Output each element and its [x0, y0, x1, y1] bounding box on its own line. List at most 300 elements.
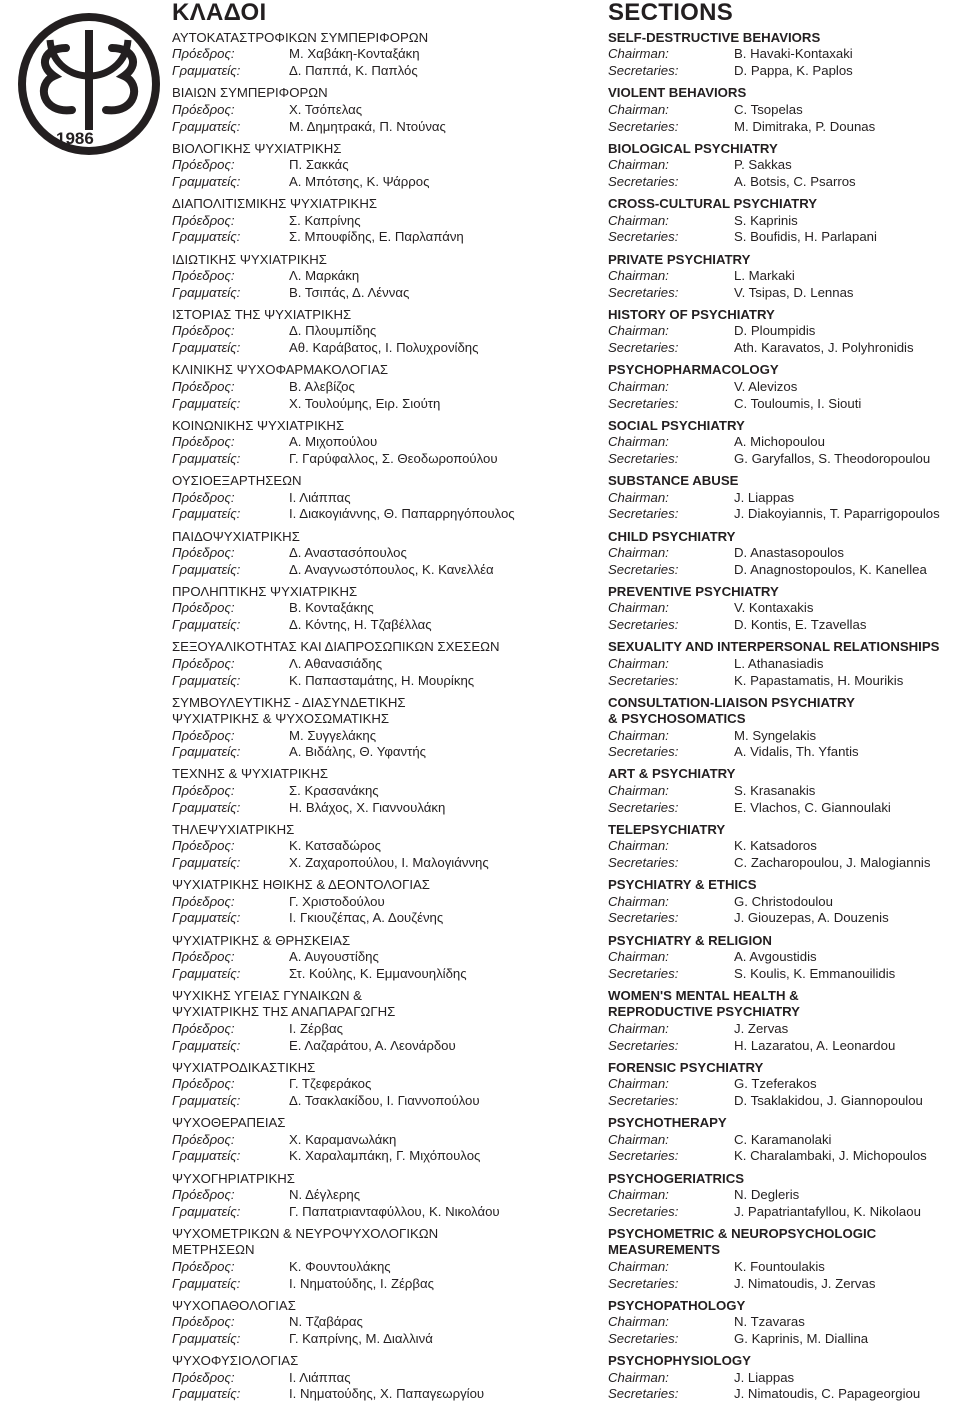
chair-label: Chairman: — [608, 434, 669, 450]
chair-row — [172, 102, 552, 119]
section-title: ΒΙΟΛΟΓΙΚΗΣ ΨΥΧΙΑΤΡΙΚΗΣ — [172, 140, 342, 156]
chair-name: Χ. Τσόπελας — [289, 101, 363, 117]
english-section-list — [608, 30, 958, 1403]
section-entry — [608, 196, 958, 246]
chair-row — [172, 728, 552, 745]
chair-name: J. Liappas — [734, 489, 795, 505]
chair-name: K. Fountoulakis — [734, 1258, 825, 1274]
secretaries-label: Γραμματείς: — [172, 910, 241, 926]
section-entry — [608, 822, 958, 872]
section-entry — [172, 141, 552, 191]
secretaries-row — [172, 1038, 552, 1055]
secretaries-row — [172, 744, 552, 761]
section-entry — [608, 141, 958, 191]
secretaries-row — [608, 119, 958, 136]
secretaries-label: Secretaries: — [608, 799, 679, 815]
chair-name: Λ. Μαρκάκη — [289, 267, 360, 283]
secretaries-names: K. Papastamatis, H. Mourikis — [734, 672, 904, 688]
chair-name: A. Michopoulou — [734, 434, 825, 450]
chair-row — [172, 157, 552, 174]
secretaries-row — [172, 910, 552, 927]
section-title: WOMEN'S MENTAL HEALTH & REPRODUCTIVE PSYCHIATRY — [608, 988, 800, 1020]
chair-label: Chairman: — [608, 655, 669, 671]
secretaries-names: A. Botsis, C. Psarros — [734, 173, 856, 189]
secretaries-label: Secretaries: — [608, 1386, 679, 1402]
secretaries-names: J. Nimatoudis, C. Papageorgiou — [734, 1386, 921, 1402]
chair-row — [608, 1187, 958, 1204]
secretaries-names: Γ. Παπατριανταφύλλου, Κ. Νικολάου — [289, 1203, 500, 1219]
secretaries-row — [172, 673, 552, 690]
secretaries-names: J. Papatriantafyllou, K. Nikolaou — [734, 1203, 921, 1219]
secretaries-label: Γραμματείς: — [172, 1275, 241, 1291]
secretaries-names: A. Vidalis, Th. Yfantis — [734, 744, 859, 760]
section-entry — [608, 1060, 958, 1110]
secretaries-row — [172, 285, 552, 302]
greek-section-list — [172, 30, 552, 1403]
secretaries-names: K. Charalambaki, J. Michopoulos — [734, 1148, 927, 1164]
section-title: PREVENTIVE PSYCHIATRY — [608, 583, 779, 599]
chair-label: Chairman: — [608, 101, 669, 117]
secretaries-row — [608, 340, 958, 357]
chair-row — [172, 949, 552, 966]
chair-row — [608, 1314, 958, 1331]
chair-row — [172, 783, 552, 800]
secretaries-names: Δ. Παππά, Κ. Παπλός — [289, 63, 418, 79]
secretaries-row — [172, 1386, 552, 1403]
secretaries-row — [172, 63, 552, 80]
secretaries-label: Γραμματείς: — [172, 1386, 241, 1402]
chair-name: V. Alevizos — [734, 378, 798, 394]
secretaries-names: Α. Βιδάλης, Θ. Υφαντής — [289, 744, 427, 760]
secretaries-row — [608, 1276, 958, 1293]
chair-label: Chairman: — [608, 1020, 669, 1036]
chair-label: Πρόεδρος: — [172, 1131, 235, 1147]
secretaries-names: G. Kaprinis, M. Diallina — [734, 1331, 869, 1347]
section-entry — [172, 1226, 552, 1292]
secretaries-names: E. Vlachos, C. Giannoulaki — [734, 799, 891, 815]
section-entry — [172, 30, 552, 80]
secretaries-row — [172, 506, 552, 523]
chair-row — [172, 1259, 552, 1276]
secretaries-names: Κ. Παπασταμάτης, Η. Μουρίκης — [289, 672, 475, 688]
secretaries-names: D. Tsaklakidou, J. Giannopoulou — [734, 1093, 923, 1109]
chair-name: Μ. Χαβάκη-Κονταξάκη — [289, 46, 420, 62]
chair-name: Δ. Αναστασόπουλος — [289, 544, 407, 560]
section-title: SEXUALITY AND INTERPERSONAL RELATIONSHIPS — [608, 639, 940, 655]
secretaries-names: Α. Μπότσης, Κ. Ψάρρος — [289, 173, 430, 189]
chair-row — [608, 323, 958, 340]
secretaries-row — [172, 1148, 552, 1165]
section-entry — [172, 362, 552, 412]
section-entry — [172, 1298, 552, 1348]
chair-row — [608, 1370, 958, 1387]
section-title: ΨΥΧΟΘΕΡΑΠΕΙΑΣ — [172, 1115, 286, 1131]
chair-row — [608, 157, 958, 174]
section-title: PSYCHOPHYSIOLOGY — [608, 1353, 751, 1369]
secretaries-names: Β. Τσιπάς, Δ. Λέννας — [289, 284, 410, 300]
chair-name: Ν. Τζαβάρας — [289, 1314, 363, 1330]
chair-row — [608, 1132, 958, 1149]
secretaries-names: J. Diakoyiannis, T. Paparrigopoulos — [734, 506, 940, 522]
chair-label: Chairman: — [608, 323, 669, 339]
secretaries-row — [172, 340, 552, 357]
chair-row — [172, 838, 552, 855]
secretaries-label: Secretaries: — [608, 1037, 679, 1053]
chair-row — [608, 213, 958, 230]
chair-name: J. Zervas — [734, 1020, 789, 1036]
logo-year: 1986 — [56, 129, 94, 148]
chair-name: Μ. Συγγελάκης — [289, 727, 377, 743]
secretaries-names: V. Tsipas, D. Lennas — [734, 284, 854, 300]
chair-row — [608, 838, 958, 855]
chair-name: Δ. Πλουμπίδης — [289, 323, 377, 339]
section-title: ART & PSYCHIATRY — [608, 766, 736, 782]
section-title: CONSULTATION-LIAISON PSYCHIATRY & PSYCHOSOMATICS — [608, 694, 855, 727]
chair-name: C. Tsopelas — [734, 101, 803, 117]
chair-name: K. Katsadoros — [734, 838, 817, 854]
chair-row — [172, 1370, 552, 1387]
section-title: ΣΕΞΟΥΑΛΙΚΟΤΗΤΑΣ ΚΑΙ ΔΙΑΠΡΟΣΩΠΙΚΩΝ ΣΧΕΣΕΩΝ — [172, 639, 500, 655]
chair-label: Πρόεδρος: — [172, 378, 235, 394]
section-title: PRIVATE PSYCHIATRY — [608, 251, 751, 267]
chair-name: L. Athanasiadis — [734, 655, 824, 671]
chair-label: Πρόεδρος: — [172, 1369, 235, 1385]
section-entry — [608, 529, 958, 579]
chair-label: Πρόεδρος: — [172, 893, 235, 909]
chair-name: Γ. Χριστοδούλου — [289, 893, 385, 909]
section-entry — [172, 933, 552, 983]
chair-name: Χ. Καραμανωλάκη — [289, 1131, 397, 1147]
greek-column — [172, 0, 552, 1403]
secretaries-label: Secretaries: — [608, 506, 679, 522]
chair-label: Πρόεδρος: — [172, 1258, 235, 1274]
chair-name: G. Tzeferakos — [734, 1076, 817, 1092]
secretaries-row — [172, 562, 552, 579]
chair-label: Chairman: — [608, 212, 669, 228]
section-title: ΟΥΣΙΟΕΞΑΡΤΗΣΕΩΝ — [172, 473, 302, 489]
secretaries-label: Γραμματείς: — [172, 1148, 241, 1164]
chair-name: D. Anastasopoulos — [734, 544, 844, 560]
secretaries-row — [608, 451, 958, 468]
section-entry — [608, 695, 958, 761]
secretaries-names: C. Touloumis, I. Siouti — [734, 395, 862, 411]
chair-row — [608, 949, 958, 966]
secretaries-names: J. Nimatoudis, J. Zervas — [734, 1275, 876, 1291]
secretaries-names: H. Lazaratou, A. Leonardou — [734, 1037, 896, 1053]
secretaries-label: Γραμματείς: — [172, 506, 241, 522]
secretaries-label: Γραμματείς: — [172, 1093, 241, 1109]
secretaries-label: Γραμματείς: — [172, 118, 241, 134]
section-title: PSYCHOPHARMACOLOGY — [608, 362, 779, 378]
chair-row — [608, 490, 958, 507]
secretaries-names: Ath. Karavatos, J. Polyhronidis — [734, 340, 914, 356]
chair-label: Chairman: — [608, 1258, 669, 1274]
section-entry — [608, 85, 958, 135]
chair-label: Πρόεδρος: — [172, 1187, 235, 1203]
section-entry — [608, 1353, 958, 1403]
secretaries-names: Χ. Ζαχαροπούλου, Ι. Μαλογιάννης — [289, 855, 489, 871]
secretaries-names: D. Anagnostopoulos, K. Kanellea — [734, 561, 927, 577]
section-entry — [608, 473, 958, 523]
secretaries-row — [608, 1331, 958, 1348]
chair-label: Chairman: — [608, 544, 669, 560]
chair-row — [172, 600, 552, 617]
secretaries-label: Γραμματείς: — [172, 1331, 241, 1347]
secretaries-names: G. Garyfallos, S. Theodoropoulou — [734, 450, 931, 466]
section-entry — [608, 418, 958, 468]
section-entry — [608, 988, 958, 1054]
section-entry — [608, 1115, 958, 1165]
section-entry — [608, 639, 958, 689]
section-title: PSYCHOTHERAPY — [608, 1115, 727, 1131]
secretaries-names: C. Zacharopoulou, J. Malogiannis — [734, 855, 931, 871]
section-title: ΚΟΙΝΩΝΙΚΗΣ ΨΥΧΙΑΤΡΙΚΗΣ — [172, 417, 345, 433]
chair-label: Πρόεδρος: — [172, 1314, 235, 1330]
secretaries-names: Ι. Νηματούδης, Ι. Ζέρβας — [289, 1275, 434, 1291]
secretaries-names: Δ. Κόντης, Η. Τζαβέλλας — [289, 617, 432, 633]
chair-name: Π. Σακκάς — [289, 157, 349, 173]
chair-label: Chairman: — [608, 893, 669, 909]
secretaries-label: Secretaries: — [608, 340, 679, 356]
chair-row — [172, 46, 552, 63]
chair-name: D. Ploumpidis — [734, 323, 816, 339]
secretaries-row — [608, 229, 958, 246]
section-title: ΙΣΤΟΡΙΑΣ ΤΗΣ ΨΥΧΙΑΤΡΙΚΗΣ — [172, 306, 352, 322]
secretaries-names: D. Kontis, E. Tzavellas — [734, 617, 867, 633]
secretaries-row — [608, 63, 958, 80]
chair-name: N. Tzavaras — [734, 1314, 805, 1330]
section-title: CHILD PSYCHIATRY — [608, 528, 736, 544]
chair-label: Πρόεδρος: — [172, 323, 235, 339]
section-title: ΒΙΑΙΩΝ ΣΥΜΠΕΡΙΦΟΡΩΝ — [172, 85, 328, 101]
chair-label: Chairman: — [608, 157, 669, 173]
chair-row — [172, 545, 552, 562]
section-entry — [172, 196, 552, 246]
section-title: ΨΥΧΙΑΤΡΙΚΗΣ & ΘΡΗΣΚΕΙΑΣ — [172, 932, 351, 948]
section-title: ΨΥΧΟΜΕΤΡΙΚΩΝ & ΝΕΥΡΟΨΥΧΟΛΟΓΙΚΩΝ ΜΕΤΡΗΣΕΩΝ — [172, 1226, 439, 1258]
chair-label: Πρόεδρος: — [172, 434, 235, 450]
chair-row — [608, 1021, 958, 1038]
secretaries-row — [608, 1386, 958, 1403]
section-title: ΨΥΧΟΓΗΡΙΑΤΡΙΚΗΣ — [172, 1170, 295, 1186]
secretaries-label: Γραμματείς: — [172, 395, 241, 411]
secretaries-row — [608, 617, 958, 634]
section-entry — [172, 584, 552, 634]
secretaries-row — [172, 174, 552, 191]
section-title: ΨΥΧΙΑΤΡΟΔΙΚΑΣΤΙΚΗΣ — [172, 1059, 316, 1075]
chair-name: Α. Αυγουστίδης — [289, 949, 379, 965]
section-entry — [172, 252, 552, 302]
secretaries-row — [608, 1093, 958, 1110]
secretaries-label: Γραμματείς: — [172, 855, 241, 871]
chair-row — [172, 1187, 552, 1204]
chair-row — [172, 323, 552, 340]
chair-row — [608, 1076, 958, 1093]
section-title: ΨΥΧΟΦΥΣΙΟΛΟΓΙΑΣ — [172, 1353, 299, 1369]
chair-name: J. Liappas — [734, 1369, 795, 1385]
chair-name: A. Avgoustidis — [734, 949, 817, 965]
secretaries-names: Αθ. Καράβατος, Ι. Πολυχρονίδης — [289, 340, 479, 356]
chair-name: L. Markaki — [734, 267, 795, 283]
secretaries-label: Secretaries: — [608, 1093, 679, 1109]
secretaries-row — [172, 800, 552, 817]
secretaries-label: Secretaries: — [608, 229, 679, 245]
chair-name: Γ. Τζεφεράκος — [289, 1076, 372, 1092]
chair-name: Κ. Φουντουλάκης — [289, 1258, 391, 1274]
secretaries-names: Δ. Τσακλακίδου, Ι. Γιαννοπούλου — [289, 1093, 480, 1109]
section-entry — [172, 695, 552, 761]
chair-row — [608, 102, 958, 119]
secretaries-label: Secretaries: — [608, 910, 679, 926]
secretaries-names: Δ. Αναγνωστόπουλος, Κ. Κανελλέα — [289, 561, 494, 577]
chair-label: Πρόεδρος: — [172, 949, 235, 965]
chair-name: Β. Αλεβίζος — [289, 378, 355, 394]
secretaries-names: M. Dimitraka, P. Dounas — [734, 118, 876, 134]
secretaries-label: Γραμματείς: — [172, 672, 241, 688]
chair-row — [172, 379, 552, 396]
secretaries-row — [172, 1331, 552, 1348]
section-title: HISTORY OF PSYCHIATRY — [608, 306, 775, 322]
section-entry — [172, 473, 552, 523]
chair-name: Ν. Δέγλερης — [289, 1187, 361, 1203]
english-column — [608, 0, 958, 1403]
secretaries-row — [608, 396, 958, 413]
secretaries-row — [608, 1148, 958, 1165]
section-title: ΚΛΙΝΙΚΗΣ ΨΥΧΟΦΑΡΜΑΚΟΛΟΓΙΑΣ — [172, 362, 389, 378]
secretaries-row — [172, 617, 552, 634]
section-title: ΨΥΧΙΑΤΡΙΚΗΣ ΗΘΙΚΗΣ & ΔΕΟΝΤΟΛΟΓΙΑΣ — [172, 877, 430, 893]
chair-row — [172, 1076, 552, 1093]
section-entry — [172, 1060, 552, 1110]
section-title: BIOLOGICAL PSYCHIATRY — [608, 140, 778, 156]
chair-name: Κ. Κατσαδώρος — [289, 838, 381, 854]
secretaries-label: Γραμματείς: — [172, 1037, 241, 1053]
chair-name: M. Syngelakis — [734, 727, 817, 743]
section-title: ΨΥΧΙΚΗΣ ΥΓΕΙΑΣ ΓΥΝΑΙΚΩΝ & ΨΥΧΙΑΤΡΙΚΗΣ ΤΗΣ ΑΝΑΠΑΡΑΓΩΓΗΣ — [172, 988, 396, 1020]
chair-row — [172, 434, 552, 451]
chair-label: Πρόεδρος: — [172, 838, 235, 854]
secretaries-row — [172, 966, 552, 983]
chair-row — [172, 1314, 552, 1331]
secretaries-label: Secretaries: — [608, 744, 679, 760]
secretaries-names: D. Pappa, K. Paplos — [734, 63, 853, 79]
chair-row — [172, 490, 552, 507]
chair-label: Πρόεδρος: — [172, 489, 235, 505]
section-entry — [608, 252, 958, 302]
section-title: ΙΔΙΩΤΙΚΗΣ ΨΥΧΙΑΤΡΙΚΗΣ — [172, 251, 327, 267]
section-entry — [172, 766, 552, 816]
secretaries-names: Γ. Καπρίνης, Μ. Διαλλινά — [289, 1331, 433, 1347]
secretaries-names: Μ. Δημητρακά, Π. Ντούνας — [289, 118, 446, 134]
section-title: ΠΑΙΔΟΨΥΧΙΑΤΡΙΚΗΣ — [172, 528, 300, 544]
secretaries-names: Στ. Κούλης, Κ. Εμμανουηλίδης — [289, 965, 467, 981]
chair-label: Πρόεδρος: — [172, 1020, 235, 1036]
chair-name: Σ. Κρασανάκης — [289, 782, 379, 798]
section-entry — [608, 766, 958, 816]
secretaries-names: Η. Βλάχος, Χ. Γιαννουλάκη — [289, 799, 446, 815]
secretaries-label: Secretaries: — [608, 855, 679, 871]
section-entry — [172, 877, 552, 927]
chair-row — [172, 213, 552, 230]
chair-name: V. Kontaxakis — [734, 600, 814, 616]
chair-name: Β. Κονταξάκης — [289, 600, 374, 616]
chair-label: Πρόεδρος: — [172, 267, 235, 283]
secretaries-label: Γραμματείς: — [172, 965, 241, 981]
chair-label: Chairman: — [608, 838, 669, 854]
section-entry — [608, 933, 958, 983]
section-title: ΠΡΟΛΗΠΤΙΚΗΣ ΨΥΧΙΑΤΡΙΚΗΣ — [172, 583, 358, 599]
secretaries-label: Secretaries: — [608, 395, 679, 411]
section-title: PSYCHIATRY & RELIGION — [608, 932, 772, 948]
section-title: VIOLENT BEHAVIORS — [608, 85, 747, 101]
section-title: ΑΥΤΟΚΑΤΑΣΤΡΟΦΙΚΩΝ ΣΥΜΠΕΡΙΦΟΡΩΝ — [172, 30, 429, 45]
secretaries-row — [608, 673, 958, 690]
chair-row — [172, 656, 552, 673]
chair-label: Πρόεδρος: — [172, 46, 235, 62]
secretaries-names: Ι. Διακογιάννης, Θ. Παπαρρηγόπουλος — [289, 506, 515, 522]
chair-name: Ι. Λιάππας — [289, 489, 351, 505]
secretaries-label: Γραμματείς: — [172, 617, 241, 633]
chair-name: Ι. Λιάππας — [289, 1369, 351, 1385]
chair-name: Α. Μιχοπούλου — [289, 434, 378, 450]
secretaries-label: Γραμματείς: — [172, 284, 241, 300]
secretaries-label: Γραμματείς: — [172, 1203, 241, 1219]
section-entry — [608, 1298, 958, 1348]
society-logo — [14, 10, 164, 158]
section-title: CROSS-CULTURAL PSYCHIATRY — [608, 196, 818, 212]
chair-row — [608, 268, 958, 285]
section-entry — [172, 418, 552, 468]
secretaries-label: Γραμματείς: — [172, 173, 241, 189]
secretaries-names: Χ. Τουλούμης, Ειρ. Σιούτη — [289, 395, 441, 411]
section-entry — [608, 307, 958, 357]
chair-name: G. Christodoulou — [734, 893, 833, 909]
secretaries-row — [608, 1038, 958, 1055]
secretaries-names: S. Koulis, K. Emmanouilidis — [734, 965, 896, 981]
secretaries-names: J. Giouzepas, A. Douzenis — [734, 910, 889, 926]
chair-row — [608, 545, 958, 562]
secretaries-names: Ε. Λαζαράτου, Α. Λεονάρδου — [289, 1037, 456, 1053]
secretaries-row — [608, 562, 958, 579]
secretaries-label: Secretaries: — [608, 450, 679, 466]
chair-row — [608, 783, 958, 800]
chair-row — [608, 600, 958, 617]
chair-name: P. Sakkas — [734, 157, 792, 173]
secretaries-names: Γ. Γαρύφαλλος, Σ. Θεοδωροπούλου — [289, 450, 498, 466]
secretaries-row — [172, 1093, 552, 1110]
section-entry — [608, 877, 958, 927]
secretaries-names: Κ. Χαραλαμπάκη, Γ. Μιχόπουλος — [289, 1148, 481, 1164]
secretaries-names: Σ. Μπουφίδης, Ε. Παρλαπάνη — [289, 229, 464, 245]
secretaries-names: Ι. Γκιουζέπας, Α. Δουζένης — [289, 910, 444, 926]
secretaries-row — [172, 1204, 552, 1221]
secretaries-row — [608, 285, 958, 302]
chair-label: Πρόεδρος: — [172, 101, 235, 117]
secretaries-row — [608, 506, 958, 523]
secretaries-label: Γραμματείς: — [172, 744, 241, 760]
secretaries-row — [172, 855, 552, 872]
section-title: PSYCHOGERIATRICS — [608, 1170, 745, 1186]
secretaries-label: Secretaries: — [608, 617, 679, 633]
secretaries-label: Γραμματείς: — [172, 63, 241, 79]
secretaries-row — [172, 229, 552, 246]
chair-label: Πρόεδρος: — [172, 157, 235, 173]
secretaries-names: S. Boufidis, H. Parlapani — [734, 229, 877, 245]
secretaries-label: Secretaries: — [608, 173, 679, 189]
secretaries-row — [608, 744, 958, 761]
secretaries-row — [608, 1204, 958, 1221]
secretaries-names: Ι. Νηματούδης, Χ. Παπαγεωργίου — [289, 1386, 485, 1402]
